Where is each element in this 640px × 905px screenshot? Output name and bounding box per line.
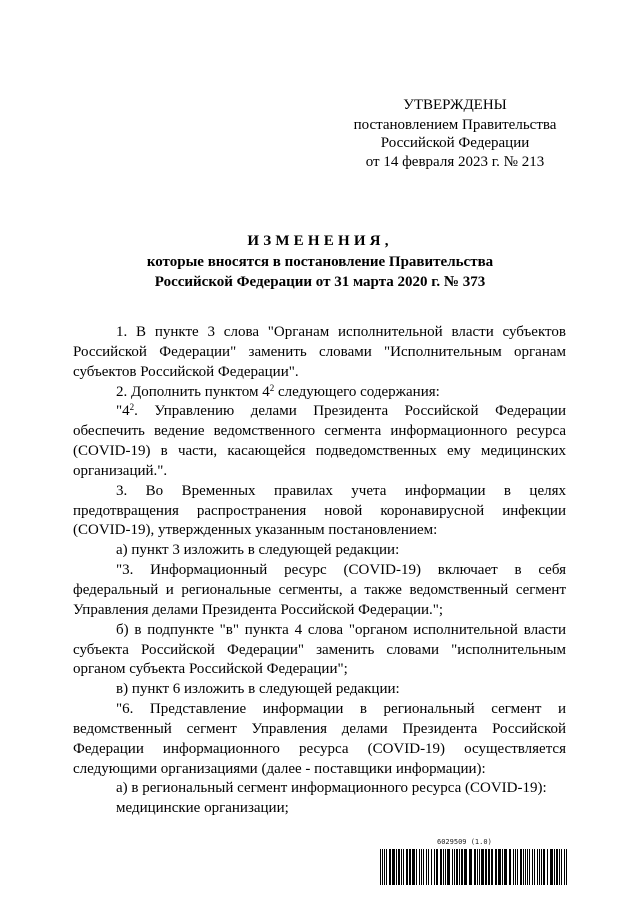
superscript: 2 [129,402,135,413]
paragraph-7: б) в подпункте "в" пункта 4 слова "органом исполнительной власти субъекта Российской Федерации" заменить словами "исполнительным органом субъекта Российской Федерации"; [73,621,566,678]
subtitle-line-2: Российской Федерации от 31 марта 2020 г. № 373 [154,274,486,290]
document-title-text: ИЗМЕНЕНИЯ, [247,233,393,249]
paragraph-5: а) пункт 3 изложить в следующей редакции: [116,542,400,559]
barcode-icon [380,849,570,885]
subtitle-line-1: которые вносятся в постановление Правительства [146,254,494,270]
approval-title: УТВЕРЖДЕНЫ [403,97,507,113]
paragraph-3-text: "4 [116,403,130,420]
paragraph-2-text: 2. Дополнить пунктом 4 [116,383,270,400]
paragraph-3 [73,402,566,481]
paragraph-2 [73,383,566,403]
paragraph-10: а) в региональный сегмент информационного ресурса (COVID-19): [116,780,547,797]
document-body [73,323,566,819]
paragraph-2-text-end: следующего содержания: [274,383,440,400]
superscript: 2 [269,382,275,393]
approval-stamp [345,96,565,171]
document-title [60,233,580,250]
barcode-block [380,838,570,886]
paragraph-9: "6. Представление информации в региональный сегмент и ведомственный сегмент Управления делами Президента Российской Федерации информационного ресурса (COVID-19) осуществляется следующими организациями (далее - поставщики информации): [73,701,566,777]
paragraph-4: 3. Во Временных правилах учета информации в целях предотвращения распространения новой коронавирусной инфекции (COVID-19), утвержденных указанным постановлением: [73,482,566,539]
paragraph-8: в) пункт 6 изложить в следующей редакции: [116,681,400,698]
document-subtitle [60,252,580,292]
paragraph-3-text-end: . Управлению делами Президента Российской Федерации обеспечить ведение ведомственного сегмента информационного ресурса (COVID-19) в части, касающейся подведомственных ему медицинских организаций.". [73,403,566,479]
paragraph-1: 1. В пункте 3 слова "Органам исполнительной власти субъектов Российской Федерации" заменить словами "Исполнительным органам субъектов Российской Федерации". [73,324,566,380]
paragraph-6: "3. Информационный ресурс (COVID-19) включает в себя федеральный и региональные сегменты, а также ведомственный сегмент Управления делами Президента Российской Федерации."; [73,562,566,618]
approval-line-3: от 14 февраля 2023 г. № 213 [365,153,545,170]
paragraph-11: медицинские организации; [116,800,289,817]
approval-line-2: Российской Федерации [380,135,530,152]
approval-line-1: постановлением Правительства [353,116,557,133]
barcode-number: 6029509 (1.0) [437,838,492,846]
